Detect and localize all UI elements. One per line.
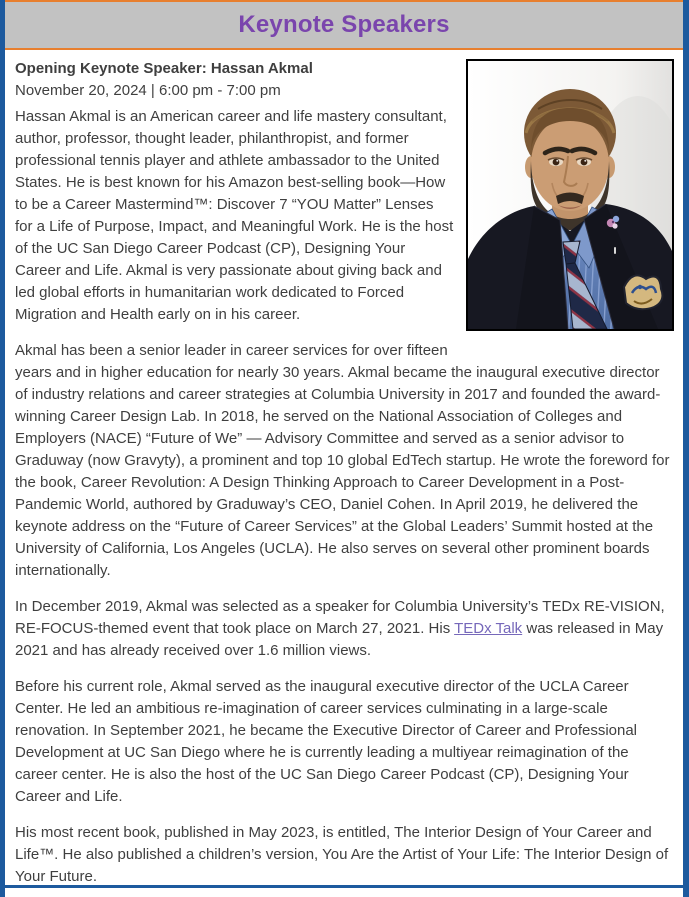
speaker-bio-section (5, 50, 683, 888)
bio-paragraph-1: Hassan Akmal is an American career and life mastery consultant, author, professor, thought leader, philanthropist, and former professional tennis player and athlete ambassador to the United States. He is best known for his Amazon best-selling book—How to be a Career Mastermind™: Discover 7 “YOU Matter” Lenses for a Life of Purpose, Impact, and Meaningful Work. He is the host of the UC San Diego Career Podcast (CP), Designing Your Career and Life. Akmal is very passionate about giving back and led global efforts in humanitarian work dedicated to Forced Migration and Health early on in his career. (15, 108, 454, 323)
page-title: Keynote Speakers (238, 11, 450, 38)
bio-paragraph-3-text-before: In December 2019, Akmal was selected as a speaker for Columbia University’s TEDx RE-VISION, RE-FOCUS-themed event that took place on March 27, 2021. His (15, 598, 665, 637)
bio-paragraph-2: Akmal has been a senior leader in career services for over fifteen years and in higher education for nearly 30 years. Akmal became the inaugural executive director of industry relations and career strategies at Columbia University in 2017 and founded the award-winning Career Design Lab. In 2018, he served on the National Association of Colleges and Employers (NACE) “Future of We” — Advisory Committee and served as a senior advisor to Graduway (now Gravyty), a prominent and top 10 global EdTech startup. He wrote the foreword for the book, Career Revolution: A Design Thinking Approach to Career Development in a Post-Pandemic World, authored by Graduway’s CEO, Daniel Cohen. In April 2019, he delivered the keynote address on the “Future of Career Services” at the Global Leaders’ Summit hosted at the University of California, Los Angeles (UCLA). He also serves on several other prominent boards internationally. (15, 342, 670, 579)
section-header (5, 0, 683, 50)
speaker-heading: Opening Keynote Speaker: Hassan Akmal (15, 60, 313, 77)
bio-paragraph-3 (15, 596, 675, 662)
pocket-square (624, 275, 662, 309)
portrait-illustration (468, 61, 672, 329)
bio-paragraph-4: Before his current role, Akmal served as the inaugural executive director of the UCLA Career Center. He led an ambitious re-imagination of career services culminating in a large-scale renovation. In September 2021, he became the Executive Director of Career and Professional Development at UC San Diego where he is currently leading a multiyear reimagination of the career center. He is also the host of the UC San Diego Career Podcast (CP), Designing Your Career and Life. (15, 678, 638, 805)
bio-paragraph-5: His most recent book, published in May 2023, is entitled, The Interior Design of Your Career and Life™. He also published a children’s version, You Are the Artist of Your Life: The Interior Design of Your Future. (15, 824, 669, 885)
speaker-photo (466, 59, 674, 331)
bio-paragraph-3-text-after: was released in May 2021 and has already received over 1.6 million views. (15, 620, 664, 659)
event-datetime: November 20, 2024 | 6:00 pm - 7:00 pm (15, 82, 281, 99)
tedx-talk-link[interactable]: TEDx Talk (454, 620, 523, 637)
